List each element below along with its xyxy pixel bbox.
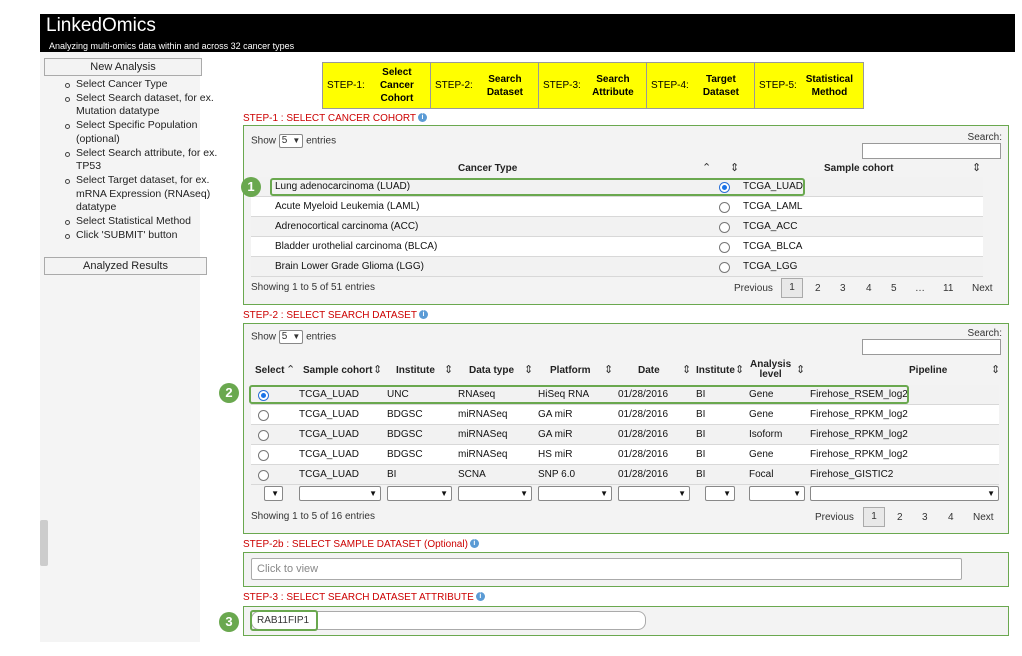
instruction-item: Select Search dataset, for ex. Mutation datatype — [64, 92, 240, 119]
cell-institute: BDGSC — [387, 449, 423, 460]
show-label: Show — [251, 331, 277, 343]
col-select[interactable]: Select — [255, 365, 285, 376]
step2-title — [243, 310, 428, 321]
pagination-previous[interactable]: Previous — [815, 512, 854, 523]
cohort-name: TCGA_ACC — [743, 221, 798, 232]
search-label: Search: — [967, 328, 1002, 339]
filter-select-date[interactable]: ▼ — [618, 486, 690, 501]
step2b-title — [243, 539, 479, 550]
sort-icon[interactable]: ⇕ — [796, 364, 806, 376]
show-label: Show — [251, 135, 277, 147]
chevron-down-icon: ▼ — [292, 332, 301, 341]
pagination-page-current[interactable]: 1 — [781, 278, 803, 298]
cell-cohort: TCGA_LUAD — [299, 469, 360, 480]
instruction-item: Select Target dataset, for ex. mRNA Expression (RNAseq) datatype — [64, 174, 240, 215]
tab-step-4[interactable] — [647, 63, 755, 108]
cell-cohort: TCGA_LUAD — [299, 449, 360, 460]
info-icon[interactable]: i — [419, 310, 428, 319]
cell-pipeline: Firehose_RPKM_log2 — [810, 449, 908, 460]
pagination-next[interactable]: Next — [972, 283, 993, 294]
pagination-page[interactable]: 3 — [840, 283, 846, 294]
instruction-item: Select Statistical Method — [64, 215, 240, 229]
col-cancer-type[interactable]: Cancer Type — [458, 163, 518, 174]
sidebar-resize-handle[interactable] — [40, 520, 48, 566]
cell-institute: BDGSC — [387, 429, 423, 440]
cell-platform: SNP 6.0 — [538, 469, 576, 480]
tab-step-5[interactable] — [755, 63, 863, 108]
app-header — [40, 14, 1015, 52]
cell-datatype: SCNA — [458, 469, 486, 480]
pagination-next[interactable]: Next — [973, 512, 994, 523]
sort-icon[interactable]: ⇕ — [972, 162, 982, 174]
step-label: Search Dataset — [486, 73, 523, 98]
pagination-page[interactable]: 4 — [948, 512, 954, 523]
step3-title — [243, 592, 485, 603]
cell-pipeline: Firehose_GISTIC2 — [810, 469, 894, 480]
dataset-radio[interactable] — [258, 450, 269, 461]
dataset-radio[interactable] — [258, 470, 269, 481]
step-label: Statistical Method — [805, 73, 854, 98]
col-data-type[interactable]: Data type — [469, 365, 515, 376]
step-marker-3: 3 — [219, 612, 239, 632]
table-row[interactable] — [251, 405, 999, 425]
cancer-type: Lung adenocarcinoma (LUAD) — [275, 181, 411, 192]
cancer-type: Acute Myeloid Leukemia (LAML) — [275, 201, 420, 212]
sort-icon[interactable]: ⇕ — [735, 364, 745, 376]
cell-datatype: miRNASeq — [458, 449, 508, 460]
sort-icon[interactable]: ⇕ — [730, 162, 740, 174]
analyzed-results-button[interactable]: Analyzed Results — [44, 257, 207, 275]
step-marker-1: 1 — [241, 177, 261, 197]
pagination-page[interactable]: 11 — [943, 283, 954, 294]
sort-icon[interactable]: ⇕ — [604, 364, 614, 376]
filter-select-pipeline[interactable]: ▼ — [810, 486, 999, 501]
cell-level: Gene — [749, 409, 774, 420]
selection-highlight — [270, 178, 805, 196]
new-analysis-button[interactable]: New Analysis — [44, 58, 202, 76]
sort-asc-icon[interactable]: ⌃ — [286, 364, 296, 376]
step-num: STEP-3: — [543, 80, 581, 91]
sort-icon[interactable]: ⇕ — [444, 364, 454, 376]
step2b-panel — [243, 552, 1009, 587]
col-platform[interactable]: Platform — [550, 365, 591, 376]
cell-date: 01/28/2016 — [618, 469, 669, 480]
show-entries — [251, 134, 336, 148]
table-info: Showing 1 to 5 of 16 entries — [251, 511, 375, 522]
step-marker-2: 2 — [219, 383, 239, 403]
info-icon[interactable]: i — [418, 113, 427, 122]
cell-level: Gene — [749, 389, 774, 400]
info-icon[interactable]: i — [476, 592, 485, 601]
col-sample-cohort[interactable]: Sample cohort — [303, 365, 373, 376]
step-label: Target Dataset — [702, 73, 739, 98]
cell-institute2: BI — [696, 389, 706, 400]
sidebar — [40, 52, 218, 642]
filter-select-platform[interactable]: ▼ — [538, 486, 612, 501]
step-label: Search Attribute — [592, 73, 634, 98]
cell-platform: GA miR — [538, 409, 573, 420]
entries-label: entries — [306, 135, 337, 147]
entries-label: entries — [306, 331, 337, 343]
step3-title-prefix: STEP-3 — [243, 592, 279, 603]
sort-asc-icon[interactable]: ⌃ — [702, 162, 712, 174]
attribute-value: RAB11FIP1 — [257, 615, 310, 626]
sample-dataset-input[interactable]: Click to view — [251, 558, 962, 580]
step3-title-text: : SELECT SEARCH DATASET ATTRIBUTE — [278, 592, 474, 603]
info-icon[interactable]: i — [470, 539, 479, 548]
entries-select[interactable] — [279, 330, 303, 344]
col-date[interactable]: Date — [638, 365, 660, 376]
cohort-name: TCGA_LUAD — [743, 181, 804, 192]
col-pipeline[interactable]: Pipeline — [909, 365, 948, 376]
cancer-type: Adrenocortical carcinoma (ACC) — [275, 221, 419, 232]
cell-cohort: TCGA_LUAD — [299, 429, 360, 440]
cancer-type: Brain Lower Grade Glioma (LGG) — [275, 261, 424, 272]
cell-date: 01/28/2016 — [618, 449, 669, 460]
table-info: Showing 1 to 5 of 51 entries — [251, 282, 375, 293]
cell-datatype: RNAseq — [458, 389, 496, 400]
sort-icon[interactable]: ⇕ — [373, 364, 383, 376]
cell-cohort: TCGA_LUAD — [299, 409, 360, 420]
filter-select-level[interactable]: ▼ — [749, 486, 805, 501]
instruction-item: Select Search attribute, for ex. TP53 — [64, 147, 240, 174]
app-title[interactable]: LinkedOmics — [46, 15, 156, 36]
cohort-radio[interactable] — [719, 242, 730, 253]
filter-select-institute2[interactable]: ▼ — [705, 486, 735, 501]
filter-select-cohort[interactable]: ▼ — [299, 486, 381, 501]
instruction-item: Click 'SUBMIT' button — [64, 229, 240, 243]
cell-level: Gene — [749, 449, 774, 460]
cohort-name: TCGA_BLCA — [743, 241, 803, 252]
cell-date: 01/28/2016 — [618, 389, 669, 400]
table-row[interactable] — [251, 217, 983, 237]
cell-pipeline: Firehose_RSEM_log2 — [810, 389, 908, 400]
pagination-page[interactable]: 4 — [866, 283, 872, 294]
sort-icon[interactable]: ⇕ — [524, 364, 534, 376]
step-label: Select Cancer Cohort — [379, 67, 414, 104]
cell-cohort: TCGA_LUAD — [299, 389, 360, 400]
cohort-radio[interactable] — [719, 222, 730, 233]
instruction-item: Select Specific Population (optional) — [64, 119, 240, 146]
pagination-page[interactable]: 3 — [922, 512, 928, 523]
step1-title-prefix: STEP-1 — [243, 113, 279, 124]
cell-platform: HS miR — [538, 449, 573, 460]
cohort-name: TCGA_LAML — [743, 201, 803, 212]
sort-icon[interactable]: ⇕ — [991, 364, 1001, 376]
pagination-page[interactable]: 5 — [891, 283, 897, 294]
filter-select-datatype[interactable]: ▼ — [458, 486, 532, 501]
cancer-type: Bladder urothelial carcinoma (BLCA) — [275, 241, 438, 252]
col-institute-2[interactable]: Institute — [696, 365, 735, 376]
cell-datatype: miRNASeq — [458, 409, 508, 420]
table-row[interactable] — [251, 197, 983, 217]
filter-select-select[interactable]: ▼ — [264, 486, 283, 501]
step1-panel — [243, 125, 1009, 305]
cell-date: 01/28/2016 — [618, 429, 669, 440]
chevron-down-icon: ▼ — [292, 136, 301, 145]
cell-institute: BDGSC — [387, 409, 423, 420]
search-input[interactable] — [862, 339, 1001, 355]
selection-highlight — [249, 385, 909, 404]
table-row[interactable] — [251, 425, 999, 445]
step-num: STEP-1: — [327, 80, 365, 91]
entries-value: 5 — [281, 331, 288, 342]
step3-panel — [243, 606, 1009, 636]
step-num: STEP-4: — [651, 80, 689, 91]
cohort-radio[interactable] — [719, 262, 730, 273]
table-row[interactable] — [251, 465, 999, 485]
col-analysis-level[interactable] — [750, 360, 791, 380]
instructions-list — [64, 78, 240, 242]
tab-step-3[interactable] — [539, 63, 647, 108]
cell-institute2: BI — [696, 429, 706, 440]
step1-title — [243, 113, 427, 124]
pagination-page-current[interactable]: 1 — [863, 507, 885, 527]
pagination-ellipsis: … — [915, 283, 925, 294]
cell-level: Focal — [749, 469, 774, 480]
show-entries — [251, 330, 336, 344]
cohort-radio[interactable] — [719, 202, 730, 213]
tab-step-2[interactable] — [431, 63, 539, 108]
step2-title-text: : SELECT SEARCH DATASET — [278, 310, 417, 321]
instruction-item: Select Cancer Type — [64, 78, 240, 92]
dataset-radio[interactable] — [258, 430, 269, 441]
cell-pipeline: Firehose_RPKM_log2 — [810, 429, 908, 440]
cell-institute: BI — [387, 469, 397, 480]
step-num: STEP-2: — [435, 80, 473, 91]
cell-institute2: BI — [696, 409, 706, 420]
tab-step-1[interactable] — [323, 63, 431, 108]
step2b-title-text: : SELECT SAMPLE DATASET (Optional) — [283, 539, 468, 550]
cell-level: Isoform — [749, 429, 783, 440]
cell-institute2: BI — [696, 469, 706, 480]
cell-platform: HiSeq RNA — [538, 389, 590, 400]
step-tabs — [322, 62, 864, 109]
app-subtitle: Analyzing multi-omics data within and across 32 cancer types — [49, 41, 295, 51]
sort-icon[interactable]: ⇕ — [682, 364, 692, 376]
entries-select[interactable] — [279, 134, 303, 148]
filter-select-institute[interactable]: ▼ — [387, 486, 452, 501]
search-input[interactable] — [862, 143, 1001, 159]
col-analysis-line2: level — [759, 369, 782, 380]
cell-platform: GA miR — [538, 429, 573, 440]
pagination-page[interactable]: 2 — [897, 512, 903, 523]
step1-title-text: : SELECT CANCER COHORT — [278, 113, 417, 124]
cell-institute: UNC — [387, 389, 409, 400]
selection-highlight — [250, 610, 318, 631]
table-row[interactable] — [251, 257, 983, 277]
col-institute[interactable]: Institute — [396, 365, 435, 376]
cohort-name: TCGA_LGG — [743, 261, 798, 272]
cell-institute2: BI — [696, 449, 706, 460]
pagination-previous[interactable]: Previous — [734, 283, 773, 294]
cell-pipeline: Firehose_RPKM_log2 — [810, 409, 908, 420]
pagination-page[interactable]: 2 — [815, 283, 821, 294]
step-num: STEP-5: — [759, 80, 797, 91]
cell-date: 01/28/2016 — [618, 409, 669, 420]
step2-panel — [243, 323, 1009, 534]
cell-datatype: miRNASeq — [458, 429, 508, 440]
entries-value: 5 — [281, 135, 288, 146]
step2b-title-prefix: STEP-2b — [243, 539, 284, 550]
col-sample-cohort[interactable]: Sample cohort — [824, 163, 894, 174]
table-row[interactable] — [251, 445, 999, 465]
step2-title-prefix: STEP-2 — [243, 310, 279, 321]
search-label: Search: — [967, 132, 1002, 143]
table-row[interactable] — [251, 237, 983, 257]
col-analysis-line1: Analysis — [750, 359, 792, 370]
dataset-radio[interactable] — [258, 410, 269, 421]
